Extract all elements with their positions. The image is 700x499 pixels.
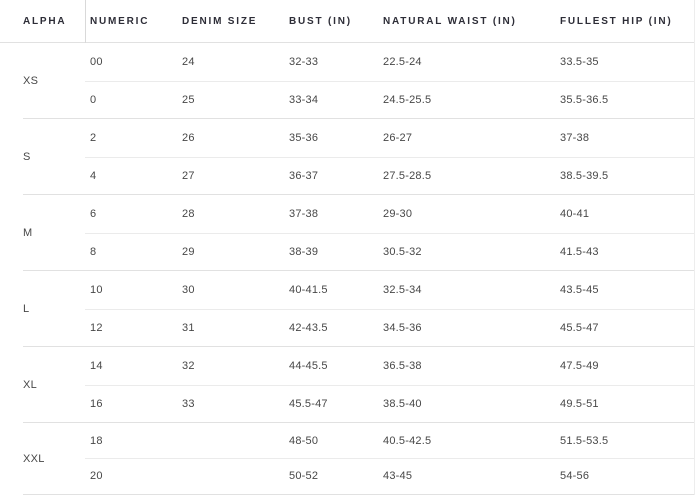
size-group-l xyxy=(23,271,695,347)
denim-size-cell: 30 xyxy=(182,283,195,296)
table-row xyxy=(85,157,695,195)
waist-cell: 30.5-32 xyxy=(383,245,422,258)
waist-cell: 22.5-24 xyxy=(383,55,422,68)
bust-cell: 35-36 xyxy=(289,131,319,144)
table-row xyxy=(85,119,695,157)
numeric-size-cell: 18 xyxy=(90,434,103,447)
column-header-denim-size: DENIM SIZE xyxy=(182,15,258,27)
numeric-size-cell: 10 xyxy=(90,283,103,296)
size-group-xl xyxy=(23,347,695,423)
waist-cell: 24.5-25.5 xyxy=(383,93,432,106)
table-right-edge-line xyxy=(694,0,695,495)
alpha-size-label: L xyxy=(23,302,30,315)
denim-size-cell: 25 xyxy=(182,93,195,106)
denim-size-cell: 27 xyxy=(182,169,195,182)
hip-cell: 37-38 xyxy=(560,131,590,144)
hip-cell: 33.5-35 xyxy=(560,55,599,68)
table-row xyxy=(85,347,695,385)
waist-cell: 36.5-38 xyxy=(383,359,422,372)
table-row xyxy=(85,309,695,347)
denim-size-cell: 33 xyxy=(182,397,195,410)
denim-size-cell: 26 xyxy=(182,131,195,144)
column-header-bust: BUST (IN) xyxy=(289,15,352,27)
column-header-alpha: ALPHA xyxy=(23,15,67,27)
size-group-s xyxy=(23,119,695,195)
hip-cell: 54-56 xyxy=(560,470,590,482)
alpha-size-label: XL xyxy=(23,378,38,391)
bust-cell: 44-45.5 xyxy=(289,359,328,372)
hip-cell: 35.5-36.5 xyxy=(560,93,609,106)
bust-cell: 48-50 xyxy=(289,434,319,447)
table-row xyxy=(85,81,695,119)
waist-cell: 32.5-34 xyxy=(383,283,422,296)
bust-cell: 40-41.5 xyxy=(289,283,328,296)
alpha-size-label: M xyxy=(23,226,33,239)
waist-cell: 34.5-36 xyxy=(383,321,422,334)
waist-cell: 29-30 xyxy=(383,207,413,220)
bust-cell: 36-37 xyxy=(289,169,319,182)
numeric-size-cell: 0 xyxy=(90,93,97,106)
column-header-natural-waist: NATURAL WAIST (IN) xyxy=(383,15,517,27)
hip-cell: 47.5-49 xyxy=(560,359,599,372)
waist-cell: 38.5-40 xyxy=(383,397,422,410)
header-vertical-divider xyxy=(85,0,86,43)
denim-size-cell: 31 xyxy=(182,321,195,334)
numeric-size-cell: 00 xyxy=(90,55,103,68)
size-group-m xyxy=(23,195,695,271)
numeric-size-cell: 2 xyxy=(90,131,97,144)
table-row xyxy=(85,385,695,423)
denim-size-cell: 28 xyxy=(182,207,195,220)
size-group-xs xyxy=(23,43,695,119)
table-row xyxy=(85,233,695,271)
waist-cell: 27.5-28.5 xyxy=(383,169,432,182)
hip-cell: 49.5-51 xyxy=(560,397,599,410)
hip-cell: 38.5-39.5 xyxy=(560,169,609,182)
bust-cell: 33-34 xyxy=(289,93,319,106)
numeric-size-cell: 4 xyxy=(90,169,97,182)
waist-cell: 40.5-42.5 xyxy=(383,434,432,447)
bust-cell: 37-38 xyxy=(289,207,319,220)
alpha-size-label: S xyxy=(23,150,31,163)
bust-cell: 38-39 xyxy=(289,245,319,258)
column-header-numeric: NUMERIC xyxy=(90,15,150,27)
waist-cell: 26-27 xyxy=(383,131,413,144)
table-row xyxy=(85,43,695,81)
hip-cell: 43.5-45 xyxy=(560,283,599,296)
size-group-xxl xyxy=(23,423,695,495)
bust-cell: 42-43.5 xyxy=(289,321,328,334)
numeric-size-cell: 20 xyxy=(90,470,103,482)
waist-cell: 43-45 xyxy=(383,470,413,482)
alpha-size-label: XS xyxy=(23,74,39,87)
table-row xyxy=(85,271,695,309)
bust-cell: 50-52 xyxy=(289,470,319,482)
bust-cell: 45.5-47 xyxy=(289,397,328,410)
numeric-size-cell: 14 xyxy=(90,359,103,372)
hip-cell: 45.5-47 xyxy=(560,321,599,334)
table-row xyxy=(85,195,695,233)
numeric-size-cell: 12 xyxy=(90,321,103,334)
hip-cell: 51.5-53.5 xyxy=(560,434,609,447)
denim-size-cell: 32 xyxy=(182,359,195,372)
table-header-row xyxy=(0,0,695,43)
numeric-size-cell: 6 xyxy=(90,207,97,220)
numeric-size-cell: 16 xyxy=(90,397,103,410)
column-header-fullest-hip: FULLEST HIP (IN) xyxy=(560,15,673,27)
table-row xyxy=(85,458,695,493)
denim-size-cell: 29 xyxy=(182,245,195,258)
numeric-size-cell: 8 xyxy=(90,245,97,258)
alpha-size-label: XXL xyxy=(23,452,45,465)
bust-cell: 32-33 xyxy=(289,55,319,68)
hip-cell: 41.5-43 xyxy=(560,245,599,258)
table-row xyxy=(85,423,695,458)
denim-size-cell: 24 xyxy=(182,55,195,68)
hip-cell: 40-41 xyxy=(560,207,590,220)
